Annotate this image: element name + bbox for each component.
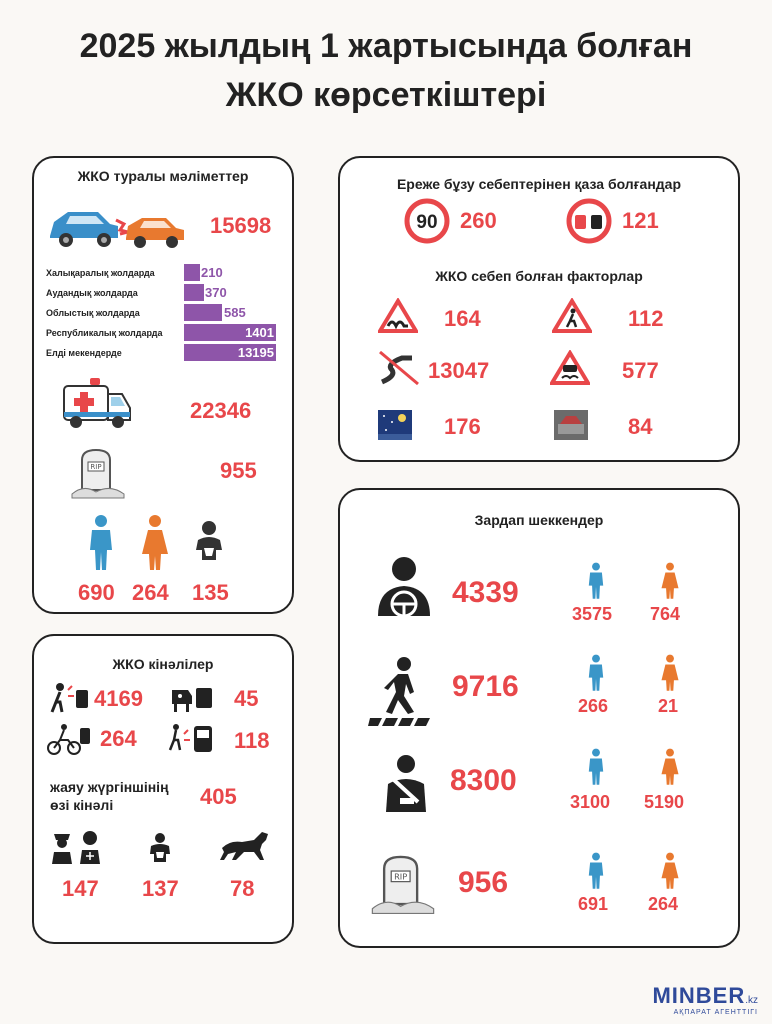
logo-subtitle: АҚПАРАТ АГЕНТТІГІ — [673, 1009, 758, 1016]
ambulance-icon — [60, 376, 132, 432]
no-overtaking-icon — [566, 198, 612, 244]
man-icon — [86, 514, 116, 572]
pedestrian-fault-line2: өзі кінәлі — [50, 797, 114, 814]
road-label-4: Елді мекендерде — [46, 348, 122, 358]
road-works-icon — [554, 410, 588, 440]
factor-value-2: 13047 — [428, 358, 490, 383]
female-icon — [660, 748, 680, 786]
horse-value: 78 — [230, 876, 255, 901]
culprit-value-2: 264 — [100, 726, 137, 751]
road-bump-icon — [378, 298, 418, 334]
violations-card — [338, 156, 740, 462]
pedestrian-fault-label — [50, 778, 169, 814]
deaths-value: 955 — [220, 458, 257, 483]
children-value: 135 — [192, 580, 229, 605]
men-value: 690 — [78, 580, 115, 605]
victims-card — [338, 488, 740, 948]
car-crash-icon — [46, 202, 186, 250]
livestock-icon — [168, 682, 214, 714]
victims-men-1: 266 — [578, 696, 609, 716]
horse-icon — [218, 828, 274, 864]
road-label-1: Аудандық жолдарда — [46, 288, 138, 298]
woman-icon — [140, 514, 170, 572]
road-value-3: 1401 — [245, 325, 274, 340]
pedestrian-fault-value: 405 — [200, 784, 237, 809]
factor-value-0: 164 — [444, 306, 481, 331]
factor-value-5: 84 — [628, 414, 653, 439]
victims-women-3: 264 — [648, 894, 679, 914]
accident-info-card — [32, 156, 294, 614]
no-road-icon — [376, 348, 422, 388]
road-value-1: 370 — [205, 285, 227, 300]
title-line1: 2025 жылдың 1 жартысында болған — [79, 27, 693, 65]
victims-men-0: 3575 — [572, 604, 613, 624]
pedestrian-fault-line1: жаяу жүргіншінің — [50, 779, 169, 795]
male-icon — [586, 654, 606, 692]
road-bar-1 — [184, 284, 204, 301]
road-value-2: 585 — [224, 305, 246, 320]
culprits-heading: ЖКО кінәлілер — [112, 656, 214, 672]
culprit-value-1: 45 — [234, 686, 259, 711]
bus-pedestrian-icon — [168, 722, 214, 756]
logo-name: MINBER — [652, 983, 746, 1008]
logo-suffix: .kz — [745, 995, 758, 1006]
overtaking-value: 121 — [622, 208, 659, 233]
ambulance-value: 22346 — [190, 398, 252, 423]
cyclist-icon — [46, 722, 92, 756]
total-accidents: 15698 — [210, 213, 272, 238]
kid-icon — [148, 832, 172, 864]
accident-info-heading: ЖКО туралы мәліметтер — [77, 168, 249, 184]
victims-heading: Зардап шеккендер — [474, 512, 604, 528]
gravestone-icon — [370, 850, 436, 918]
road-label-3: Республикалық жолдарда — [46, 328, 163, 338]
speed-limit-value: 90 — [416, 212, 438, 233]
gravestone-icon — [70, 446, 126, 500]
road-label-2: Облыстық жолдарда — [46, 308, 140, 318]
victims-total-0: 4339 — [452, 576, 519, 609]
officials-icon — [48, 828, 108, 864]
svg-text:RIP: RIP — [394, 871, 408, 882]
pedestrian-hit-icon — [50, 682, 90, 714]
minber-logo — [652, 983, 758, 1016]
victims-women-0: 764 — [650, 604, 681, 624]
road-bar-0 — [184, 264, 200, 281]
driver-icon — [374, 556, 434, 618]
baby-icon — [194, 520, 224, 566]
road-value-4: 13195 — [237, 345, 274, 360]
factors-heading: ЖКО себеп болған факторлар — [435, 268, 643, 284]
culprits-card — [32, 634, 294, 944]
female-icon — [660, 852, 680, 890]
violations-heading: Ереже бұзу себептерінен қаза болғандар — [396, 176, 682, 192]
night-icon — [378, 410, 412, 440]
victims-women-1: 21 — [658, 696, 679, 716]
kids-value: 137 — [142, 876, 179, 901]
female-icon — [660, 654, 680, 692]
male-icon — [586, 562, 606, 600]
victims-men-2: 3100 — [570, 792, 611, 812]
male-icon — [586, 852, 606, 890]
factor-value-1: 112 — [628, 306, 664, 331]
victims-total-3: 956 — [458, 866, 509, 899]
factor-value-4: 176 — [444, 414, 481, 439]
slippery-road-icon — [550, 350, 590, 386]
victims-women-2: 5190 — [644, 792, 685, 812]
victims-men-3: 691 — [578, 894, 609, 914]
pedestrian-icon — [368, 656, 434, 726]
culprit-value-3: 118 — [234, 728, 270, 753]
female-icon — [660, 562, 680, 600]
victims-total-2: 8300 — [450, 764, 517, 797]
road-bar-2 — [184, 304, 222, 321]
officials-value: 147 — [62, 876, 99, 901]
pedestrian-crossing-icon — [552, 298, 592, 334]
page-title — [0, 22, 772, 121]
male-icon — [586, 748, 606, 786]
road-label-0: Халықаралық жолдарда — [46, 268, 155, 278]
culprit-value-0: 4169 — [94, 686, 143, 711]
victims-total-1: 9716 — [452, 670, 519, 703]
passenger-seatbelt-icon — [378, 754, 434, 814]
speeding-value: 260 — [460, 208, 497, 233]
speed-limit-icon — [404, 198, 450, 244]
svg-text:RIP: RIP — [90, 463, 102, 471]
women-value: 264 — [132, 580, 169, 605]
factor-value-3: 577 — [622, 358, 659, 383]
title-line2: ЖКО көрсеткіштері — [225, 76, 547, 115]
road-value-0: 210 — [201, 265, 223, 280]
